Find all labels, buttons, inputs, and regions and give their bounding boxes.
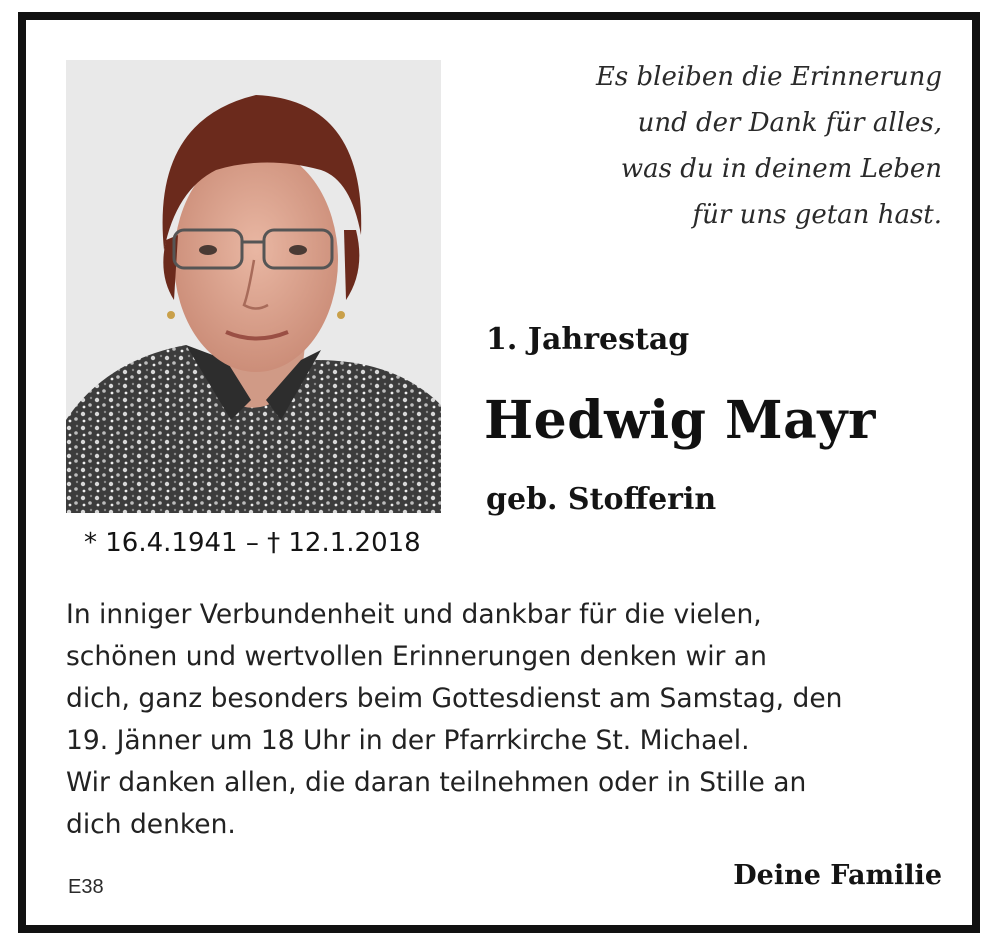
portrait-illustration [66,60,441,513]
ad-code: E38 [68,876,104,898]
life-dates: * 16.4.1941 – † 12.1.2018 [84,528,421,558]
quote-line: und der Dank für alles, [637,108,942,138]
message-line: dich denken. [66,809,236,840]
message-line: schönen und wertvollen Erinnerungen denken wir an [66,641,767,672]
anniversary-heading: 1. Jahrestag [486,322,690,357]
message-line: Wir danken allen, die daran teilnehmen oder in Stille an [66,767,807,798]
quote-line: Es bleiben die Erinnerung [595,62,942,92]
memorial-message [66,594,946,846]
portrait-photo [66,60,441,513]
obituary-card [18,12,980,933]
deceased-name: Hedwig Mayr [484,390,876,451]
quote-line: für uns getan hast. [692,200,942,230]
message-line: In inniger Verbundenheit und dankbar für die vielen, [66,599,762,630]
quote-line: was du in deinem Leben [620,154,942,184]
message-line: 19. Jänner um 18 Uhr in der Pfarrkirche St. Michael. [66,725,750,756]
memorial-quote [522,54,942,238]
signature: Deine Familie [733,860,942,891]
message-line: dich, ganz besonders beim Gottesdienst am Samstag, den [66,683,843,714]
maiden-name: geb. Stofferin [486,482,717,517]
